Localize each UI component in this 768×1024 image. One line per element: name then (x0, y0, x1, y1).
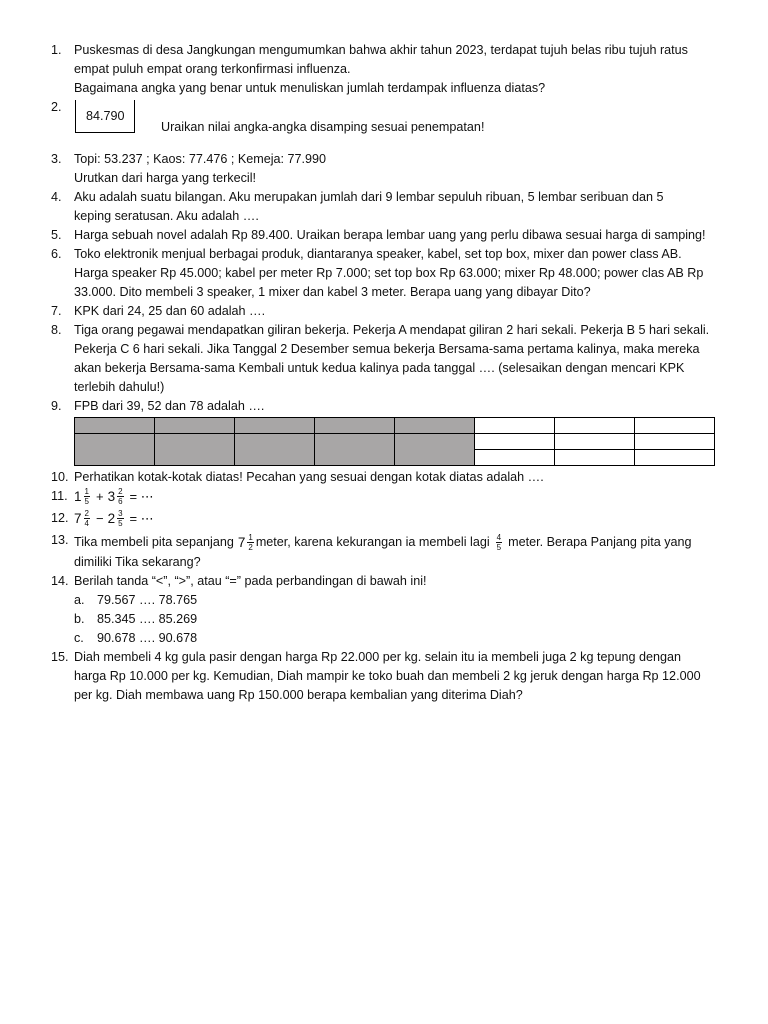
question-7 (0, 302, 768, 321)
question-text: KPK dari 24, 25 dan 60 adalah …. (74, 304, 266, 318)
sub-item-text: 90.678 …. 90.678 (97, 631, 198, 645)
grid-cell (475, 434, 555, 450)
denominator: 6 (118, 497, 123, 507)
numerator: 3 (118, 509, 123, 519)
sub-item-text: 79.567 …. 78.765 (97, 593, 198, 607)
grid-cell (555, 418, 635, 434)
question-text: meter. Berapa Panjang pita yang (508, 534, 692, 549)
question-4 (0, 188, 768, 226)
question-text: Diah membeli 4 kg gula pasir dengan harga Rp 22.000 per kg. selain itu ia membeli juga 2 kg tepung dengan (74, 650, 681, 664)
question-text: Puskesmas di desa Jangkungan mengumumkan bahwa akhir tahun 2023, terdapat tujuh belas ribu tujuh ratus (74, 43, 688, 57)
question-text: FPB dari 39, 52 dan 78 adalah …. (74, 399, 265, 413)
whole-number: 1 (74, 489, 82, 505)
operator: − (95, 511, 104, 527)
question-1 (0, 41, 768, 98)
grid-row (75, 418, 715, 434)
grid-cell-shaded (75, 418, 155, 434)
question-text: Urutkan dari harga yang terkecil! (74, 171, 257, 185)
fraction (84, 487, 90, 506)
equals-tail: = ⋯ (129, 489, 154, 505)
question-5 (0, 226, 768, 245)
grid-row (75, 434, 715, 450)
equals-tail: = ⋯ (129, 511, 154, 527)
grid-cell-shaded (395, 418, 475, 434)
question-8 (0, 321, 768, 397)
grid-cell-shaded (155, 418, 235, 434)
question-number: 9. (51, 399, 62, 413)
question-text: per kg. Diah membawa uang Rp 150.000 berapa kembalian yang diterima Diah? (74, 688, 523, 702)
question-number: 2. (51, 100, 62, 114)
question-text: 33.000. Dito membeli 3 speaker, 1 mixer dan kabel 3 meter. Berapa uang yang dibayar Dito? (74, 285, 591, 299)
question-12 (0, 509, 768, 531)
fraction (247, 533, 253, 552)
whole-number: 3 (107, 489, 116, 505)
question-text: Bagaimana angka yang benar untuk menuliskan jumlah terdampak influenza diatas? (74, 81, 546, 95)
question-text: keping seratusan. Aku adalah …. (74, 209, 259, 223)
question-number: 1. (51, 43, 62, 57)
question-text: empat puluh empat orang terkonfirmasi influenza. (74, 62, 351, 76)
fraction-grid (74, 417, 715, 466)
fraction (117, 487, 123, 506)
question-13 (0, 531, 768, 572)
grid-cell-shaded (315, 418, 395, 434)
sub-item (0, 591, 768, 610)
grid-cell (635, 434, 715, 450)
question-2 (0, 98, 768, 150)
grid-cell (635, 450, 715, 466)
question-number: 13. (51, 533, 69, 547)
question-number: 14. (51, 574, 69, 588)
question-number: 11. (51, 489, 68, 503)
sub-item (0, 610, 768, 629)
question-11 (0, 487, 768, 509)
question-text: Perhatikan kotak-kotak diatas! Pecahan yang sesuai dengan kotak diatas adalah …. (74, 470, 544, 484)
fraction (84, 509, 90, 528)
question-15 (0, 648, 768, 705)
question-text: Berilah tanda “<”, “>”, atau “=” pada perbandingan di bawah ini! (74, 574, 427, 588)
grid-cell (635, 418, 715, 434)
fraction (496, 533, 502, 552)
math-expression (74, 509, 158, 528)
question-number: 15. (51, 650, 69, 664)
question-number: 12. (51, 511, 69, 525)
numerator: 4 (496, 532, 502, 542)
whole-number: 7 (237, 534, 246, 550)
grid-cell-shaded (395, 434, 475, 466)
question-text: Harga sebuah novel adalah Rp 89.400. Uraikan berapa lembar uang yang perlu dibawa sesuai harga di samping! (74, 228, 706, 242)
question-text: Harga speaker Rp 45.000; kabel per meter Rp 7.000; set top box Rp 63.000; mixer Rp 48.000; power clas AB Rp (74, 266, 704, 280)
whole-number: 2 (107, 511, 116, 527)
sub-item-letter: a. (74, 593, 85, 607)
question-10 (0, 468, 768, 487)
grid-cell-shaded (235, 434, 315, 466)
fraction (117, 509, 123, 528)
sub-item-letter: c. (74, 631, 84, 645)
grid-cell (475, 450, 555, 466)
grid-cell-shaded (235, 418, 315, 434)
question-text: dimiliki Tika sekarang? (74, 555, 201, 569)
question-number: 8. (51, 323, 62, 337)
grid-cell (555, 434, 635, 450)
numerator: 1 (84, 487, 89, 497)
question-text: harga Rp 10.000 per kg. Kemudian, Diah mampir ke toko buah dan membeli 2 kg jeruk dengan harga Rp 12.000 (74, 669, 701, 683)
worksheet (0, 41, 768, 705)
numerator: 2 (84, 509, 89, 519)
question-text: akan bekerja Bersama-sama Kembali untuk kedua kalinya pada tanggal …. (selesaikan dengan mencari KPK (74, 361, 685, 375)
question-text: Uraikan nilai angka-angka disamping sesuai penempatan! (161, 120, 485, 134)
operator: + (95, 489, 104, 505)
question-text: Tika membeli pita sepanjang (74, 534, 234, 549)
question-text: Tiga orang pegawai mendapatkan giliran bekerja. Pekerja A mendapat giliran 2 hari sekali. Pekerja B 5 hari sekali. (74, 323, 710, 337)
question-number: 3. (51, 152, 62, 166)
question-14 (0, 572, 768, 591)
grid-cell-shaded (75, 434, 155, 466)
denominator: 4 (84, 519, 89, 529)
math-expression (74, 487, 158, 506)
grid-cell-shaded (155, 434, 235, 466)
question-number: 10. (51, 470, 69, 484)
grid-cell (555, 450, 635, 466)
question-text: Toko elektronik menjual berbagai produk, diantaranya speaker, kabel, set top box, mixer dan power class AB. (74, 247, 682, 261)
number-box: 84.790 (75, 100, 135, 133)
question-number: 4. (51, 190, 62, 204)
denominator: 2 (248, 542, 253, 552)
sub-item-text: 85.345 …. 85.269 (97, 612, 198, 626)
denominator: 5 (84, 497, 89, 507)
question-text: Aku adalah suatu bilangan. Aku merupakan jumlah dari 9 lembar sepuluh ribuan, 5 lembar seribuan dan 5 (74, 190, 664, 204)
sub-item-letter: b. (74, 612, 85, 626)
question-text: Topi: 53.237 ; Kaos: 77.476 ; Kemeja: 77.990 (74, 152, 327, 166)
question-number: 5. (51, 228, 62, 242)
question-number: 6. (51, 247, 62, 261)
question-number: 7. (51, 304, 62, 318)
denominator: 5 (496, 542, 502, 552)
grid-cell-shaded (315, 434, 395, 466)
whole-number: 7 (74, 511, 82, 527)
grid-cell (475, 418, 555, 434)
denominator: 5 (118, 519, 123, 529)
question-text: terlebih dahulu!) (74, 380, 165, 394)
numerator: 2 (118, 487, 123, 497)
numerator: 1 (248, 532, 253, 542)
question-3 (0, 150, 768, 188)
question-6 (0, 245, 768, 302)
question-text: Pekerja C 6 hari sekali. Jika Tanggal 2 Desember semua bekerja Bersama-sama pertama kalinya, maka mereka (74, 342, 700, 356)
sub-item (0, 629, 768, 648)
math-expression (238, 533, 256, 552)
question-9 (0, 397, 768, 416)
question-text: meter, karena kekurangan ia membeli lagi (255, 534, 490, 549)
